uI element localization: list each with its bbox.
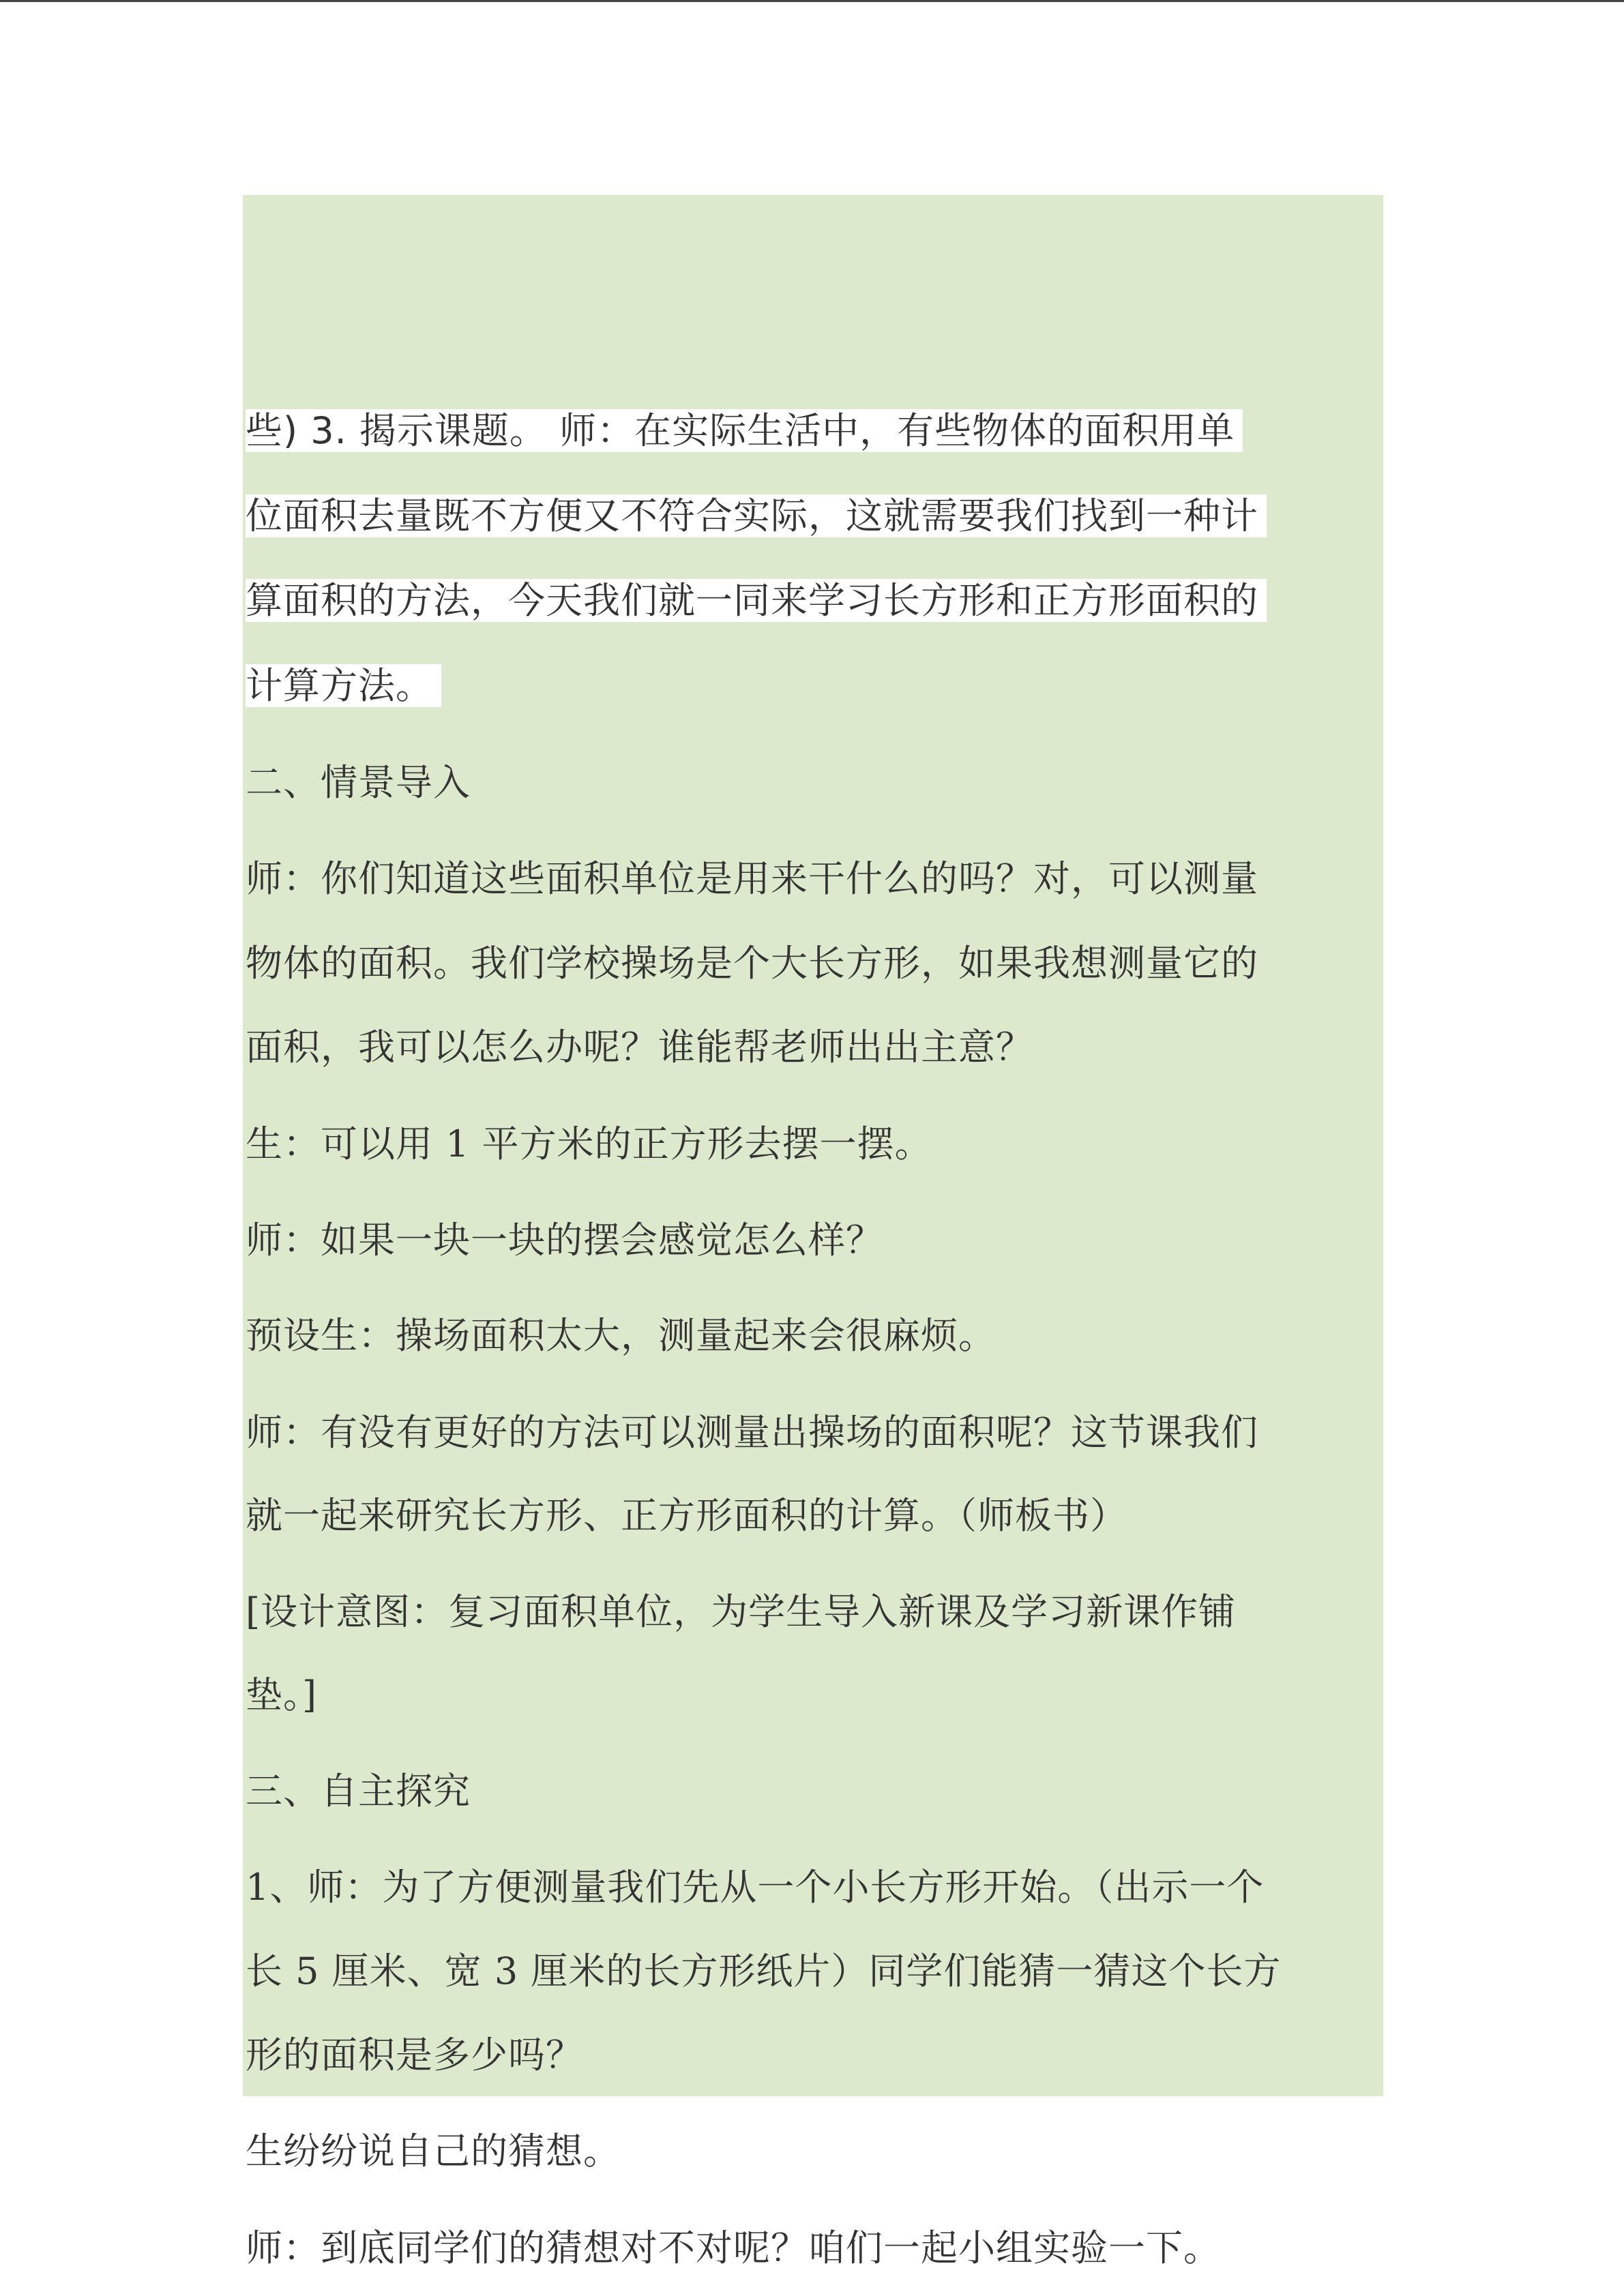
section-heading: 三、自主探究 <box>246 1770 471 1813</box>
text-line: 生：可以用 1 平方米的正方形去摆一摆。 <box>246 1122 932 1165</box>
document-body <box>243 195 1383 2269</box>
highlighted-text: 些) 3. 揭示课题。 师：在实际生活中，有些物体的面积用单 <box>246 409 1243 452</box>
text-line: 物体的面积。我们学校操场是个大长方形，如果我想测量它的 <box>246 942 1258 985</box>
text-line: 长 5 厘米、宽 3 厘米的长方形纸片）同学们能猜一猜这个长方 <box>246 1950 1282 1993</box>
page-top-border <box>0 0 1624 2</box>
text-line: 生纷纷说自己的猜想。 <box>246 2130 621 2173</box>
text-line: [设计意图：复习面积单位，为学生导入新课及学习新课作铺 <box>246 1590 1237 1633</box>
text-line: 面积，我可以怎么办呢？谁能帮老师出出主意？ <box>246 1026 1033 1069</box>
text-line <box>246 570 1267 631</box>
text-line <box>246 655 441 717</box>
text-line: 师：有没有更好的方法可以测量出操场的面积呢？这节课我们 <box>246 1411 1258 1454</box>
text-line: 师：到底同学们的猜想对不对呢？咱们一起小组实验一下。 <box>246 2226 1221 2269</box>
highlighted-text: 位面积去量既不方便又不符合实际，这就需要我们找到一种计 <box>246 494 1267 537</box>
highlighted-text: 算面积的方法，今天我们就一同来学习长方形和正方形面积的 <box>246 579 1267 622</box>
section-heading: 二、情景导入 <box>246 761 471 804</box>
text-line: 预设生：操场面积太大，测量起来会很麻烦。 <box>246 1314 996 1357</box>
highlighted-text: 计算方法。 <box>246 664 441 707</box>
text-line: 1、师：为了方便测量我们先从一个小长方形开始。（出示一个 <box>246 1866 1265 1909</box>
text-line: 就一起来研究长方形、正方形面积的计算。（师板书） <box>246 1494 1127 1537</box>
text-line <box>246 400 1243 462</box>
text-line: 师：你们知道这些面积单位是用来干什么的吗？对，可以测量 <box>246 857 1258 900</box>
text-line <box>246 486 1267 547</box>
text-line: 形的面积是多少吗？ <box>246 2033 583 2076</box>
text-line: 垫。] <box>246 1673 318 1716</box>
text-line: 师：如果一块一块的摆会感觉怎么样？ <box>246 1219 883 1262</box>
